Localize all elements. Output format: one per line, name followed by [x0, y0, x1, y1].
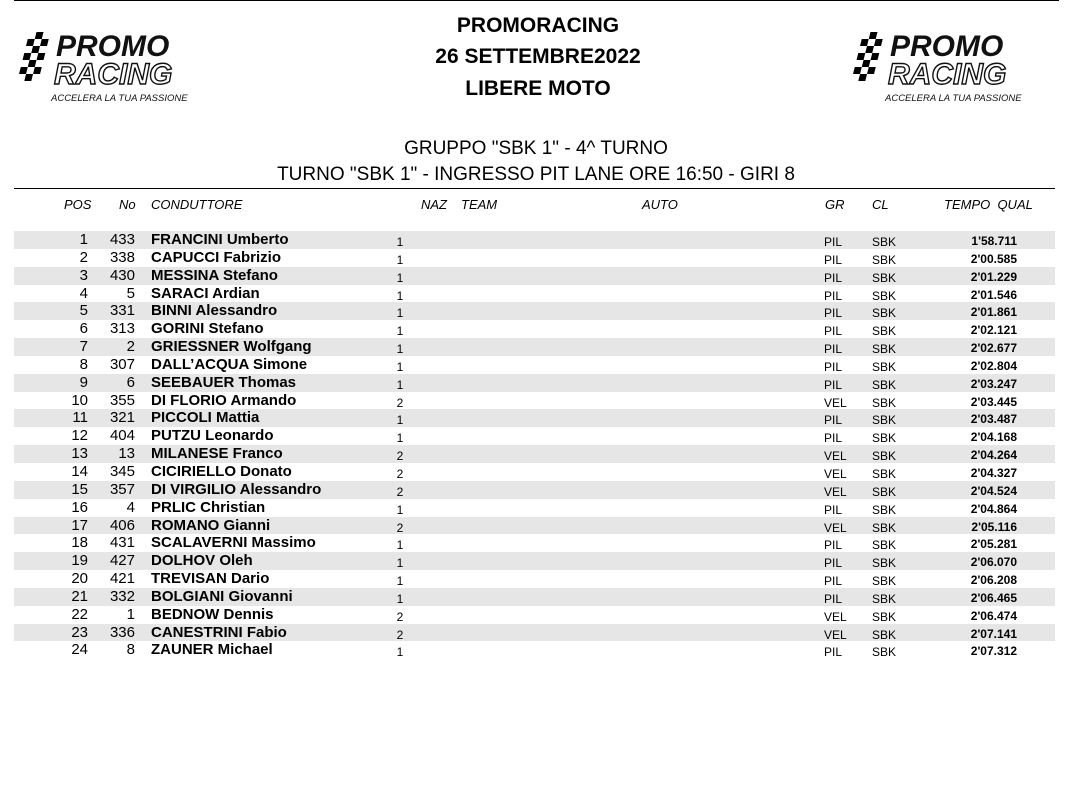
row-number: 433 [109, 231, 135, 248]
row-gr: PIL [824, 324, 843, 339]
document-title: PROMORACING [456, 14, 620, 37]
promoracing-logo-right [852, 26, 1052, 106]
row-driver: DI VIRGILIO Alessandro [151, 480, 322, 498]
row-time: 2'04.327 [970, 465, 1017, 480]
table-row [0, 570, 1080, 588]
row-naz: 1 [396, 306, 404, 321]
row-gr: VEL [824, 466, 847, 481]
row-driver: GORINI Stefano [151, 320, 264, 338]
row-gr: PIL [824, 288, 843, 303]
row-naz: 1 [396, 556, 404, 571]
row-pos: 14 [71, 462, 88, 480]
col-header-auto: AUTO [642, 197, 678, 212]
table-row [0, 409, 1080, 427]
row-driver: MILANESE Franco [151, 445, 283, 463]
row-time: 1'58.711 [971, 234, 1017, 248]
row-driver: CANESTRINI Fabio [151, 623, 287, 641]
row-driver: ROMANO Gianni [151, 516, 271, 534]
row-driver: ZAUNER Michael [151, 641, 273, 659]
row-driver: TREVISAN Dario [151, 570, 270, 588]
row-driver: SARACI Ardian [151, 284, 260, 302]
row-number: 345 [109, 462, 135, 480]
row-time: 2'01.546 [970, 287, 1017, 302]
row-pos: 17 [71, 516, 88, 534]
row-driver: PUTZU Leonardo [151, 427, 274, 445]
row-cl: SBK [872, 431, 897, 446]
row-time: 2'04.524 [970, 483, 1017, 498]
col-header-no: No [119, 197, 136, 212]
results-table [0, 231, 1080, 659]
event-date: 26 SETTEMBRE2022 [435, 45, 641, 68]
row-driver: PRLIC Christian [151, 498, 266, 516]
row-time: 2'05.116 [971, 519, 1017, 534]
table-row [0, 481, 1080, 499]
row-naz: 2 [396, 484, 404, 499]
row-time: 2'07.141 [970, 626, 1017, 641]
row-cl: SBK [872, 627, 897, 642]
row-naz: 1 [396, 591, 404, 606]
row-time: 2'06.474 [970, 608, 1017, 623]
row-pos: 18 [71, 534, 88, 552]
table-row [0, 552, 1080, 570]
row-number: 406 [109, 516, 135, 534]
col-header-pos: POS [64, 197, 92, 212]
promoracing-logo-left [18, 26, 218, 106]
row-driver: DALL’ACQUA Simone [151, 355, 308, 373]
row-cl: SBK [872, 574, 897, 589]
row-time: 2'03.487 [970, 412, 1017, 427]
row-naz: 1 [396, 270, 404, 285]
row-pos: 22 [71, 605, 88, 623]
row-pos: 2 [79, 248, 88, 266]
row-cl: SBK [872, 270, 897, 285]
row-driver: CICIRIELLO Donato [151, 462, 292, 480]
row-cl: SBK [872, 645, 897, 660]
col-header-gr: GR [825, 197, 845, 212]
row-pos: 4 [79, 284, 88, 302]
row-cl: SBK [872, 235, 897, 249]
row-cl: SBK [872, 609, 897, 624]
row-number: 8 [126, 641, 135, 659]
row-naz: 2 [396, 466, 404, 481]
row-pos: 13 [71, 445, 88, 463]
event-subtitle: LIBERE MOTO [465, 77, 611, 100]
row-cl: SBK [872, 252, 897, 267]
row-number: 427 [109, 552, 135, 570]
row-cl: SBK [872, 288, 897, 303]
row-naz: 1 [396, 359, 404, 374]
row-number: 6 [126, 373, 135, 391]
row-gr: PIL [824, 502, 843, 517]
row-gr: VEL [824, 484, 847, 499]
row-naz: 2 [396, 395, 404, 410]
row-gr: VEL [824, 627, 847, 642]
row-time: 2'06.070 [970, 555, 1017, 570]
table-row [0, 231, 1080, 249]
row-naz: 1 [396, 235, 404, 249]
row-pos: 15 [71, 480, 88, 498]
row-number: 355 [109, 391, 135, 409]
svg-text:ACCELERA LA TUA PASSIONE: ACCELERA LA TUA PASSIONE [885, 93, 1022, 104]
row-naz: 1 [396, 502, 404, 517]
row-gr: PIL [824, 645, 843, 660]
row-pos: 1 [79, 231, 88, 248]
row-time: 2'05.281 [970, 537, 1017, 552]
row-gr: PIL [824, 538, 843, 553]
session-group: GRUPPO "SBK 1" - 4^ TURNO [404, 138, 668, 159]
row-driver: DOLHOV Oleh [151, 552, 253, 570]
row-naz: 2 [396, 520, 404, 535]
table-row [0, 588, 1080, 606]
row-gr: VEL [824, 609, 847, 624]
row-time: 2'02.804 [970, 358, 1017, 373]
row-pos: 23 [71, 623, 88, 641]
row-driver: GRIESSNER Wolfgang [151, 338, 312, 356]
row-time: 2'06.465 [970, 590, 1017, 605]
row-number: 338 [109, 248, 135, 266]
table-row [0, 267, 1080, 285]
row-time: 2'04.264 [970, 448, 1017, 463]
table-row [0, 285, 1080, 303]
table-row [0, 499, 1080, 517]
table-row [0, 534, 1080, 552]
row-gr: PIL [824, 556, 843, 571]
row-number: 336 [109, 623, 135, 641]
col-header-naz: NAZ [421, 197, 447, 212]
svg-text:PROMO: PROMO [56, 30, 170, 63]
row-pos: 19 [71, 552, 88, 570]
row-number: 421 [109, 570, 135, 588]
row-cl: SBK [872, 466, 897, 481]
table-row [0, 302, 1080, 320]
row-driver: SEEBAUER Thomas [151, 373, 297, 391]
row-naz: 1 [396, 252, 404, 267]
checkered-flag-icon [853, 32, 883, 81]
svg-text:PROMO: PROMO [890, 30, 1004, 63]
row-naz: 2 [396, 449, 404, 464]
row-cl: SBK [872, 591, 897, 606]
table-row [0, 641, 1080, 659]
svg-text:RACING: RACING [54, 58, 173, 91]
row-time: 2'01.229 [970, 269, 1017, 284]
row-driver: PICCOLI Mattia [151, 409, 260, 427]
row-naz: 2 [396, 609, 404, 624]
row-naz: 1 [396, 324, 404, 339]
row-time: 2'03.247 [970, 376, 1017, 391]
row-naz: 1 [396, 342, 404, 357]
top-rule [14, 0, 1059, 1]
table-row [0, 427, 1080, 445]
row-cl: SBK [872, 413, 897, 428]
row-pos: 5 [79, 302, 88, 320]
row-naz: 1 [396, 413, 404, 428]
row-cl: SBK [872, 306, 897, 321]
row-gr: PIL [824, 377, 843, 392]
session-turno: TURNO "SBK 1" - INGRESSO PIT LANE ORE 16:50 - GIRI 8 [277, 164, 795, 185]
row-pos: 3 [79, 266, 88, 284]
row-cl: SBK [872, 342, 897, 357]
row-driver: BOLGIANI Giovanni [151, 587, 293, 605]
row-number: 357 [109, 480, 135, 498]
table-row [0, 517, 1080, 535]
col-header-tempo: TEMPO QUAL [944, 197, 1033, 212]
row-driver: MESSINA Stefano [151, 266, 278, 284]
row-number: 307 [109, 355, 135, 373]
row-number: 1 [126, 605, 135, 623]
row-gr: PIL [824, 270, 843, 285]
row-driver: FRANCINI Umberto [151, 231, 289, 248]
row-cl: SBK [872, 377, 897, 392]
row-number: 431 [109, 534, 135, 552]
row-pos: 20 [71, 570, 88, 588]
row-time: 2'04.864 [970, 501, 1017, 516]
row-pos: 10 [71, 391, 88, 409]
table-row [0, 249, 1080, 267]
table-row [0, 392, 1080, 410]
row-pos: 12 [71, 427, 88, 445]
row-time: 2'01.861 [970, 305, 1017, 320]
row-cl: SBK [872, 556, 897, 571]
row-pos: 24 [71, 641, 88, 659]
col-header-team: TEAM [461, 197, 498, 212]
table-row [0, 320, 1080, 338]
row-gr: PIL [824, 413, 843, 428]
checkered-flag-icon [19, 32, 49, 81]
row-naz: 1 [396, 431, 404, 446]
row-number: 13 [118, 445, 135, 463]
row-driver: SCALAVERNI Massimo [151, 534, 316, 552]
row-cl: SBK [872, 324, 897, 339]
row-naz: 1 [396, 288, 404, 303]
row-gr: PIL [824, 235, 843, 249]
row-gr: PIL [824, 342, 843, 357]
table-row [0, 463, 1080, 481]
table-row [0, 374, 1080, 392]
row-pos: 21 [71, 587, 88, 605]
col-header-conduttore: CONDUTTORE [151, 197, 243, 212]
table-row [0, 606, 1080, 624]
row-number: 4 [126, 498, 135, 516]
table-row [0, 445, 1080, 463]
row-number: 313 [109, 320, 135, 338]
row-time: 2'07.312 [970, 644, 1017, 659]
table-row [0, 338, 1080, 356]
col-header-cl: CL [872, 197, 889, 212]
row-gr: PIL [824, 359, 843, 374]
header-rule [14, 188, 1055, 189]
row-gr: VEL [824, 395, 847, 410]
table-row [0, 624, 1080, 642]
row-number: 2 [126, 338, 135, 356]
row-pos: 6 [79, 320, 88, 338]
row-number: 332 [109, 587, 135, 605]
svg-text:ACCELERA LA TUA PASSIONE: ACCELERA LA TUA PASSIONE [51, 93, 188, 104]
row-cl: SBK [872, 395, 897, 410]
row-pos: 16 [71, 498, 88, 516]
row-time: 2'06.208 [970, 573, 1017, 588]
row-time: 2'02.121 [970, 323, 1017, 338]
row-naz: 1 [396, 574, 404, 589]
row-driver: CAPUCCI Fabrizio [151, 248, 282, 266]
row-number: 5 [126, 284, 135, 302]
row-gr: PIL [824, 252, 843, 267]
row-number: 404 [109, 427, 135, 445]
row-number: 430 [109, 266, 135, 284]
row-cl: SBK [872, 520, 897, 535]
row-number: 321 [109, 409, 135, 427]
row-gr: PIL [824, 306, 843, 321]
row-cl: SBK [872, 484, 897, 499]
row-cl: SBK [872, 538, 897, 553]
row-gr: PIL [824, 591, 843, 606]
row-pos: 9 [79, 373, 88, 391]
table-row [0, 356, 1080, 374]
row-cl: SBK [872, 359, 897, 374]
svg-text:RACING: RACING [888, 58, 1007, 91]
row-time: 2'03.445 [970, 394, 1017, 409]
row-number: 331 [109, 302, 135, 320]
row-pos: 11 [72, 409, 88, 427]
row-driver: DI FLORIO Armando [151, 391, 297, 409]
row-time: 2'00.585 [970, 251, 1017, 266]
row-cl: SBK [872, 449, 897, 464]
row-naz: 2 [396, 627, 404, 642]
row-pos: 7 [79, 338, 88, 356]
row-naz: 1 [396, 645, 404, 660]
row-driver: BEDNOW Dennis [151, 605, 274, 623]
row-gr: VEL [824, 520, 847, 535]
row-pos: 8 [79, 355, 88, 373]
row-cl: SBK [872, 502, 897, 517]
row-gr: PIL [824, 431, 843, 446]
row-driver: BINNI Alessandro [151, 302, 278, 320]
row-gr: PIL [824, 574, 843, 589]
row-naz: 1 [396, 377, 404, 392]
row-gr: VEL [824, 449, 847, 464]
row-time: 2'04.168 [970, 430, 1017, 445]
row-naz: 1 [396, 538, 404, 553]
row-time: 2'02.677 [970, 341, 1017, 356]
